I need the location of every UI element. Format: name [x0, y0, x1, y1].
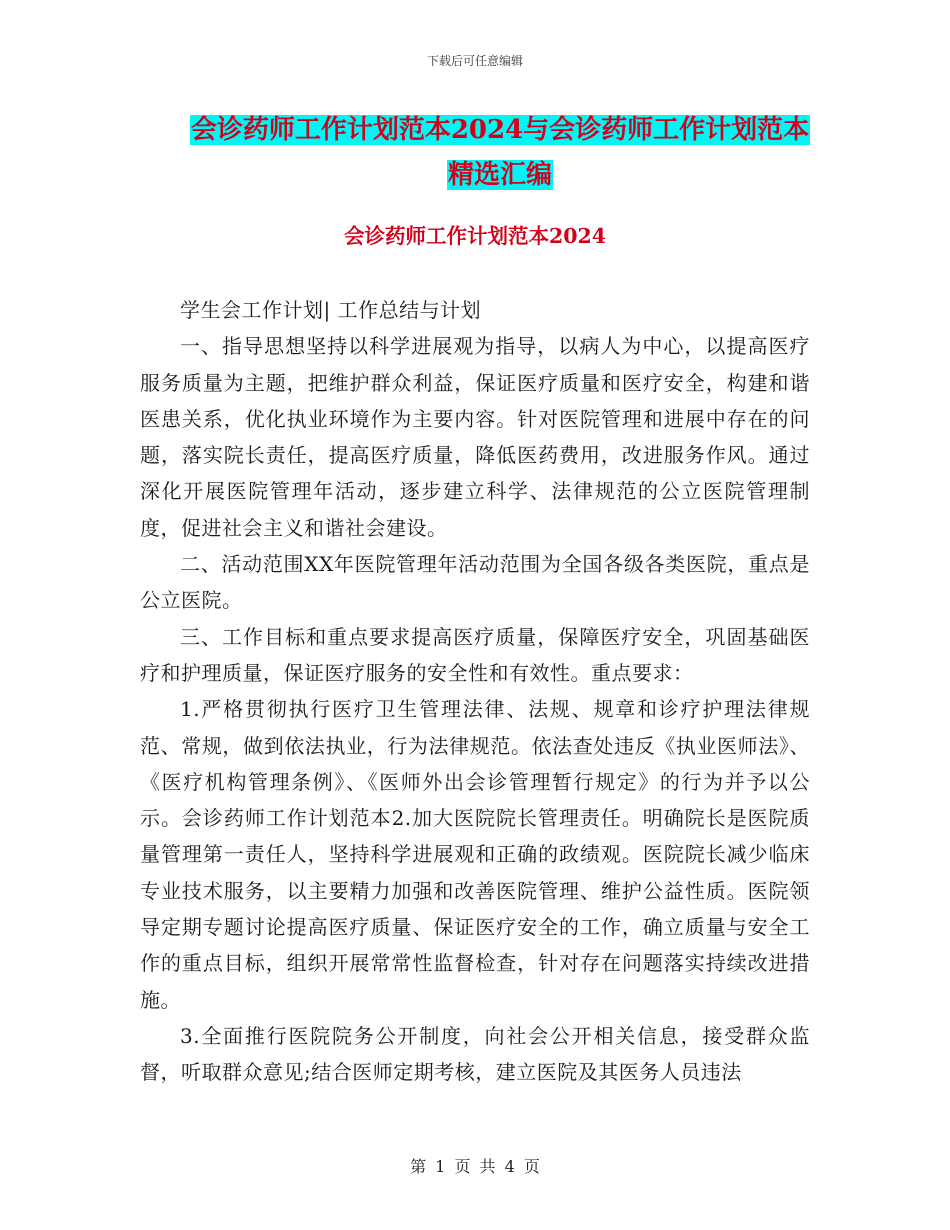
paragraph: 二、活动范围XX年医院管理年活动范围为全国各级各类医院，重点是公立医院。	[140, 552, 810, 613]
title-line-1: 会诊药师工作计划范本2024与会诊药师工作计划范本	[190, 115, 810, 145]
paragraph: 一、指导思想坚持以科学进展观为指导，以病人为中心，以提高医疗服务质量为主题，把维护群众利益，保证医疗质量和医疗安全，构建和谐医患关系，优化执业环境作为主要内容。针对医院管理和进展中存在的问题，落实院长责任，提高医疗质量，降低医药费用，改进服务作风。通过深化开展医院管理年活动，逐步建立科学、法律规范的公立医院管理制度，促进社会主义和谐社会建设。	[140, 334, 810, 540]
paragraph: 学生会工作计划| 工作总结与计划	[180, 298, 482, 322]
section-title: 会诊药师工作计划范本2024	[343, 224, 607, 248]
header-note: 下载后可任意编辑	[426, 54, 523, 68]
title-line-2: 精选汇编	[447, 160, 552, 190]
paragraph: 三、工作目标和重点要求提高医疗质量，保障医疗安全，巩固基础医疗和护理质量，保证医疗服务的安全性和有效性。重点要求：	[140, 624, 810, 685]
page-footer: 第 1 页 共 4 页	[410, 1157, 540, 1176]
paragraph: 1.严格贯彻执行医疗卫生管理法律、法规、规章和诊疗护理法律规范、常规，做到依法执业，行为法律规范。依法查处违反《执业医师法》、《医疗机构管理条例》、《医师外出会诊管理暂行规定》的行为并予以公示。会诊药师工作计划范本2.加大医院院长管理责任。明确院长是医院质量管理第一责任人，坚持科学进展观和正确的政绩观。医院院长减少临床专业技术服务，以主要精力加强和改善医院管理、维护公益性质。医院领导定期专题讨论提高医疗质量、保证医疗安全的工作，确立质量与安全工作的重点目标，组织开展常常性监督检查，针对存在问题落实持续改进措施。	[140, 697, 810, 1012]
paragraph: 3.全面推行医院院务公开制度，向社会公开相关信息，接受群众监督，听取群众意见;结合医师定期考核，建立医院及其医务人员违法	[140, 1023, 810, 1085]
document-title	[140, 108, 860, 198]
document-body	[140, 292, 810, 1091]
